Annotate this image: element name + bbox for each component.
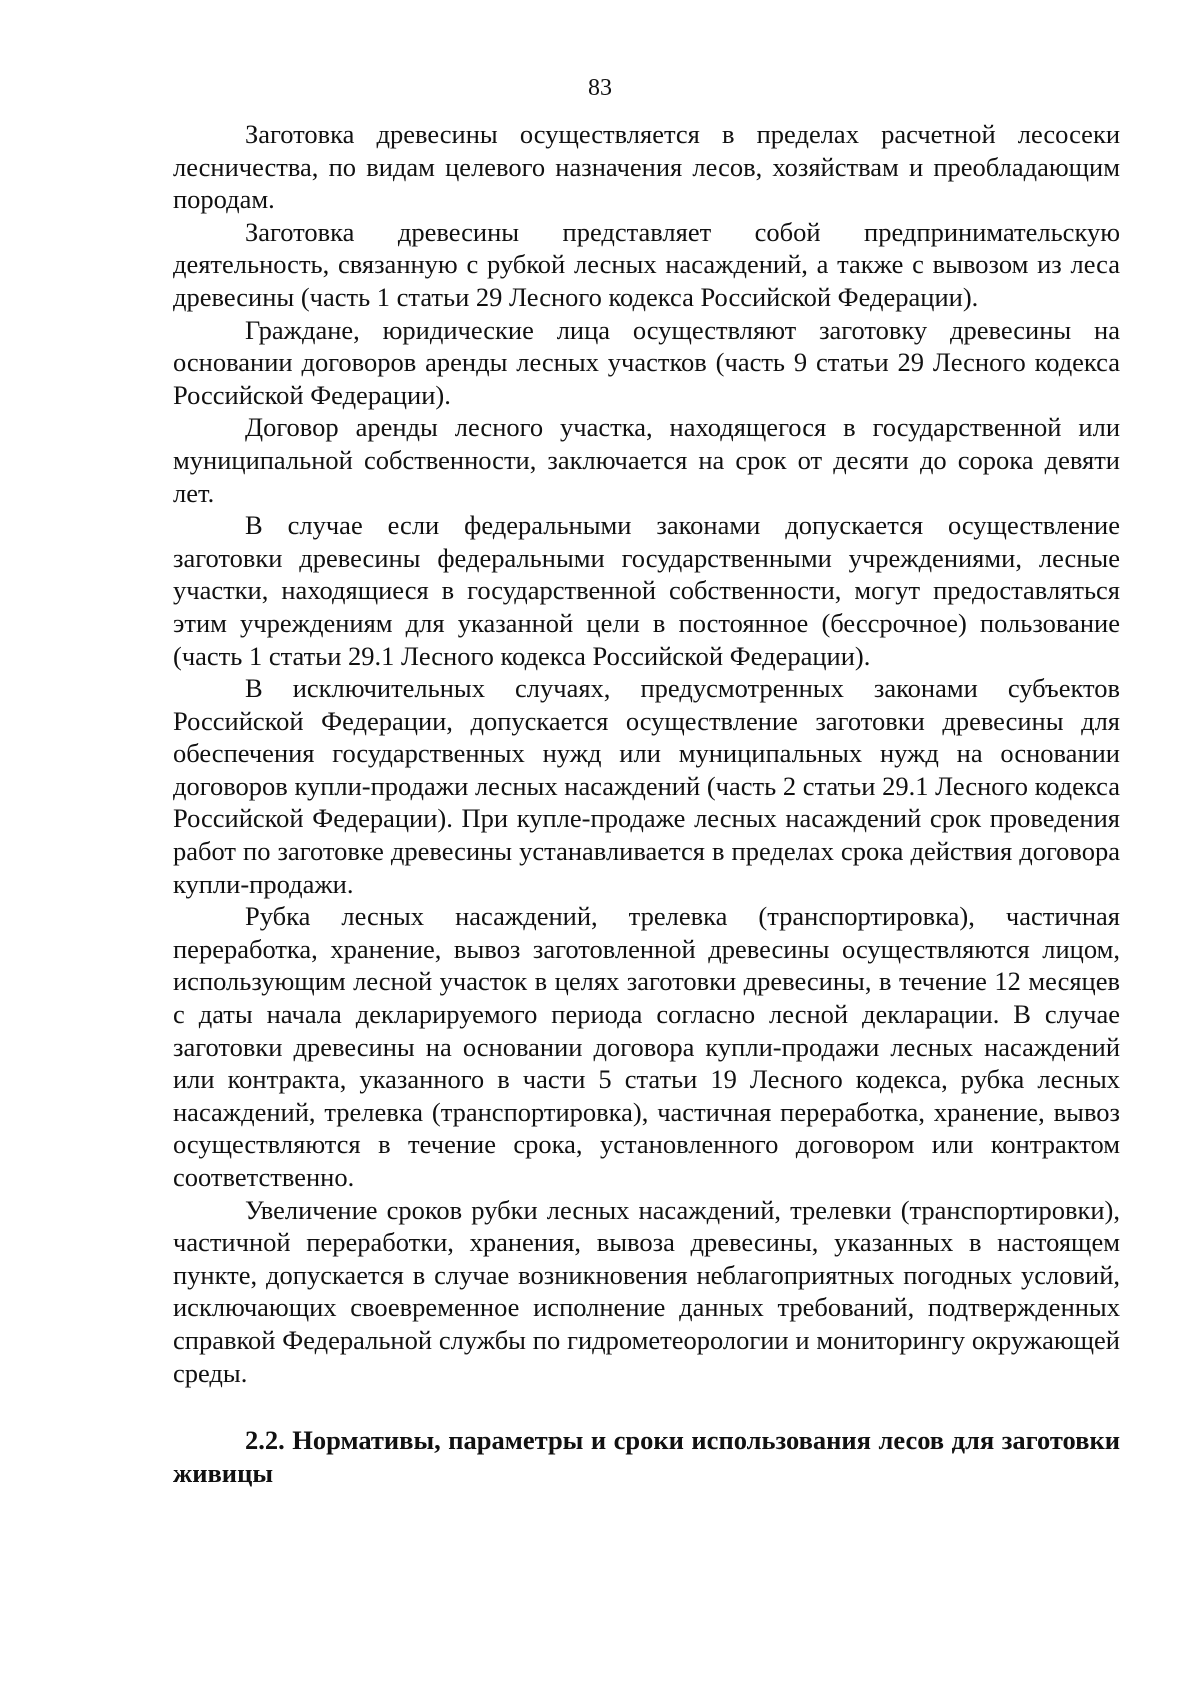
paragraph-7: Рубка лесных насаждений, трелевка (транспортировка), частичная переработка, хранение, вывоз заготовленной древесины осуществляются лицом, использующим лесной участок в целях заготовки древесины, в течение 12 месяцев с даты начала декларируемого периода согласно лесной декларации. В случае заготовки древесины на основании договора купли-продажи лесных насаждений или контракта, указанного в части 5 статьи 19 Лесного кодекса, рубка лесных насаждений, трелевка (транспортировка), частичная переработка, хранение, вывоз осуществляются в течение срока, установленного договором или контрактом соответственно. xyxy=(173,901,1120,1192)
paragraph-2: Заготовка древесины представляет собой предпринимательскую деятельность, связанную с рубкой лесных насаждений, а также с вывозом из леса древесины (часть 1 статьи 29 Лесного кодекса Российской Федерации). xyxy=(173,216,1120,312)
paragraph-6: В исключительных случаях, предусмотренных законами субъектов Российской Федерации, допускается осуществление заготовки древесины для обеспечения государственных нужд или муниципальных нужд на основании договоров купли-продажи лесных насаждений (часть 2 статьи 29.1 Лесного кодекса Российской Федерации). При купле-продаже лесных насаждений срок проведения работ по заготовке древесины устанавливается в пределах срока действия договора купли-продажи. xyxy=(173,673,1120,899)
paragraph-1: Заготовка древесины осуществляется в пределах расчетной лесосеки лесничества, по видам целевого назначения лесов, хозяйствам и преобладающим породам. xyxy=(173,119,1120,215)
paragraph-3: Граждане, юридические лица осуществляют заготовку древесины на основании договоров аренды лесных участков (часть 9 статьи 29 Лесного кодекса Российской Федерации). xyxy=(173,314,1120,410)
document-body xyxy=(173,118,1120,1489)
section-heading: 2.2. Нормативы, параметры и сроки использования лесов для заготовки живицы xyxy=(173,1425,1120,1488)
paragraph-4: Договор аренды лесного участка, находящегося в государственной или муниципальной собственности, заключается на срок от десяти до сорока девяти лет. xyxy=(173,412,1120,508)
page-number: 83 xyxy=(588,75,612,101)
paragraph-5: В случае если федеральными законами допускается осуществление заготовки древесины федеральными государственными учреждениями, лесные участки, находящиеся в государственной собственности, могут предоставляться этим учреждениям для указанной цели в постоянное (бессрочное) пользование (часть 1 статьи 29.1 Лесного кодекса Российской Федерации). xyxy=(173,510,1120,671)
paragraph-8: Увеличение сроков рубки лесных насаждений, трелевки (транспортировки), частичной переработки, хранения, вывоза древесины, указанных в настоящем пункте, допускается в случае возникновения неблагоприятных погодных условий, исключающих своевременное исполнение данных требований, подтвержденных справкой Федеральной службы по гидрометеорологии и мониторингу окружающей среды. xyxy=(173,1194,1120,1388)
